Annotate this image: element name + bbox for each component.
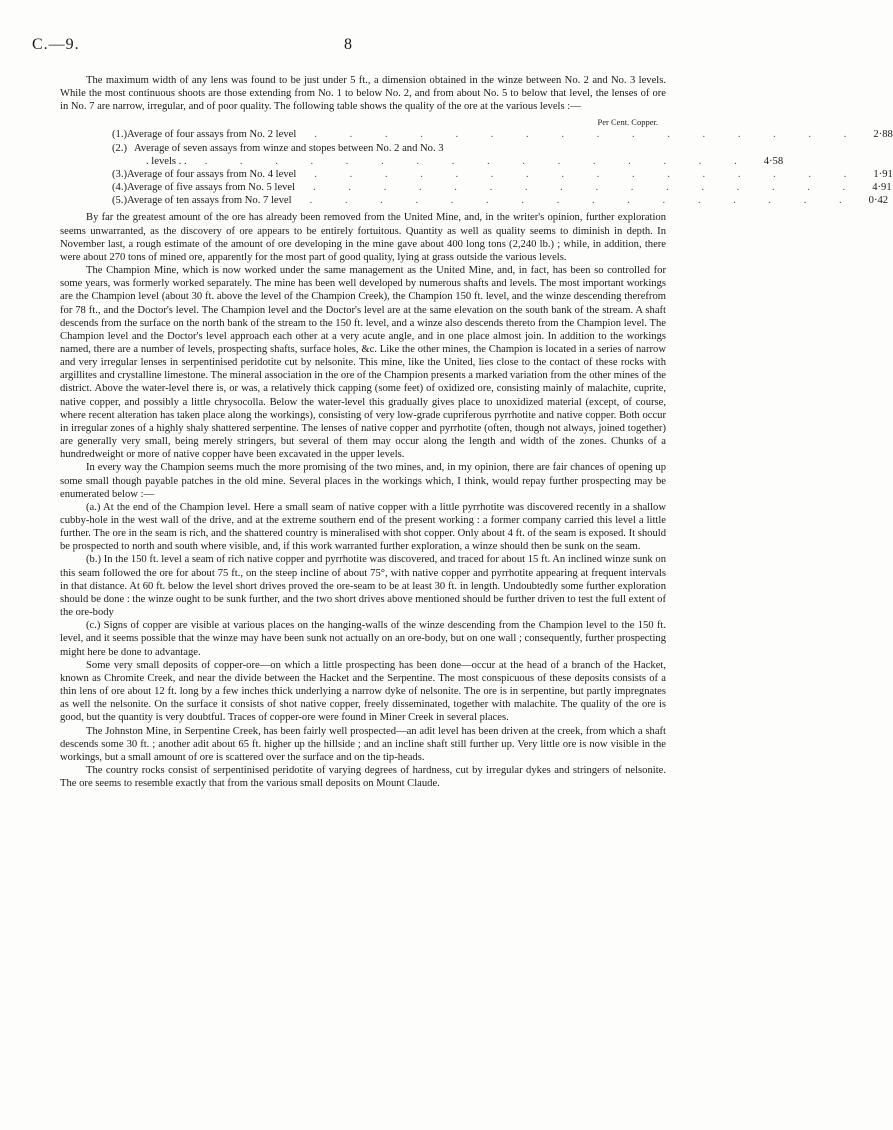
document-reference: C.—9.: [32, 36, 80, 53]
assay-row-label: Average of four assays from No. 4 level: [127, 168, 297, 180]
assay-row-value: 2·88: [873, 129, 893, 141]
list-item: (c.) Signs of copper are visible at various places on the hanging-walls of the winze descending from the Champion level to the 150 ft. level, and it seems possible that the winze may have been sunk not actually on an ore-body, but on one wall ; consequently, further prospecting might here be done to advantage.: [60, 620, 666, 658]
paragraph: Some very small deposits of copper-ore—on which a little prospecting has been done—occur at the head of a branch of the Hacket, known as Chromite Creek, and near the divide between the Hacket and the Serpentine. The most conspicuous of these deposits consists of a thin lens of ore about 12 ft. long by a few inches thick underlying a narrow dyke of nelsonite. The ore is in serpentine, but partly impregnates as well the nelsonite. On the surface it consists of shot native copper, freely disseminated, together with malachite. The quality of the ore is good, but the quantity is very doubtful. Traces of copper-ore were found in Miner Creek in several places.: [60, 659, 666, 724]
paragraph: The Johnston Mine, in Serpentine Creek, has been fairly well prospected—an adit level has been driven at the creek, from which a shaft descends some 30 ft. ; another adit about 65 ft. higher up the hillside ; and an incline shaft still further up. Very little ore is now visible in the workings, but a small amount of ore is scattered over the surface and on the tip-heads.: [60, 725, 666, 763]
assay-row-label: Average of seven assays from winze and stopes between No. 2 and No. 3: [134, 142, 444, 154]
assay-row-value: 0·42: [868, 195, 889, 207]
assay-row-number: (2.): [112, 142, 128, 154]
assay-row-number: (4.): [112, 182, 128, 194]
paragraph: The Champion Mine, which is now worked under the same management as the United Mine, and, in fact, has been so controlled for some years, was formerly worked separately. The mine has been well developed by numerous shafts and levels. The most important workings are the Champion level (about 30 ft. above the level of the Champion Creek), the Champion 150 ft. level, and the winze descending therefrom for 78 ft., and the Doctor's level. The Champion level and the Doctor's level are at the same elevation on the south bank of the stream. A shaft descends from the surface on the north bank of the stream to the 150 ft. level, and a winze also descends thereto from the Champion level. The Champion level and the Doctor's level approach each other at a very acute angle, and in one place almost join. In addition to the workings named, there are a number of levels, prospecting shafts, surface holes, &c. Like the other mines, the Champion is located in a series of narrow and very irregular lenses in serpentinised peridotite cut by nelsonite. This mine, like the United, lies close to the contact of these rocks with argillites and crystalline limestone. The mineral association in the ore of the Champion presents a marked variation from the other mines of the district. Above the water-level there is, or was, a relatively thick capping (some feet) of oxidized ore, consisting mainly of malachite, cuprite, native copper, and possibly a little chrysocolla. Below the water-level this gradually gives place to unoxidized material (except, of course, where recent alteration has taken place along the workings), consisting of very low-grade cupriferous pyrrhotite and native copper. Both occur in irregular zones of a highly shaly shattered serpentine. The lenses of native copper and pyrrhotite (often, though not always, joined together) are generally very small, being merely stringers, but several of them may occur along the length and width of the zones. Chunks of a hundredweight or more of native copper have been excavated in the upper levels.: [60, 265, 666, 461]
assay-row-value: 1·91: [873, 168, 893, 180]
assay-row: [60, 168, 893, 181]
paragraph: The country rocks consist of serpentinised peridotite of varying degrees of hardness, cut by irregular dykes and stringers of nelsonite. The ore seems to resemble exactly that from the various small deposits on Mount Claude.: [60, 764, 666, 790]
paragraph: The maximum width of any lens was found to be just under 5 ft., a dimension obtained in the winze between No. 2 and No. 3 levels. While the most continuous shoots are those extending from No. 1 to below No. 2, and from about No. 5 to below that level, the lenses of ore in No. 7 are narrow, irregular, and of poor quality. The following table shows the quality of the ore at the various levels :—: [60, 75, 666, 113]
assay-row-value: 4·58: [763, 155, 784, 167]
assay-row-number: (3.): [112, 168, 128, 180]
assay-row-label: Average of ten assays from No. 7 level: [127, 195, 292, 207]
assay-row: [60, 142, 666, 155]
assay-column-header: Per Cent. Copper.: [597, 117, 658, 128]
assay-row: [60, 194, 889, 207]
assay-leader: . . . . . . . . . . . . . . . .: [309, 195, 857, 207]
paragraph: By far the greatest amount of the ore has already been removed from the United Mine, and, in the writer's opinion, further exploration seems unwarranted, as the discovery of ore appears to be entirely fortuitous. Quantity as well as quality seems to diminish in depth. In November last, a rough estimate of the amount of ore developing in the mine gave about 400 long tons (2,240 lb.) ; while, in addition, there were about 270 tons of mined ore, apparently for the most part of good quality, lying at grass outside the various levels.: [60, 212, 666, 263]
assay-leader: . . . . . . . . . . . . . . . .: [314, 168, 862, 180]
assay-row-label: Average of five assays from No. 5 level: [127, 182, 296, 194]
page-header: [32, 38, 668, 58]
document-body: [60, 74, 893, 790]
assay-row-value: 4·91: [872, 182, 892, 194]
assay-table: [60, 128, 893, 207]
page-number: 8: [344, 36, 352, 53]
assay-row: [60, 128, 893, 141]
assay-row-number: (5.): [112, 195, 128, 207]
list-item: (b.) In the 150 ft. level a seam of rich native copper and pyrrhotite was discovered, and traced for about 15 ft. An inclined winze sunk on this seam followed the ore for about 75 ft., on the steep incline of about 75°, with native copper and pyrrhotite appearing at frequent intervals in that distance. At 60 ft. below the level short drives proved the ore-seam to be at least 30 ft. in length. Undoubtedly some further exploration should be done : the winze ought to be sunk further, and the two short drives above mentioned should be further driven to test the full extent of the ore-body: [60, 554, 666, 619]
assay-row-continuation: [60, 155, 784, 168]
list-item: (a.) At the end of the Champion level. Here a small seam of native copper with a little pyrrhotite was discovered recently in a shallow cubby-hole in the west wall of the drive, and at the extreme southern end of the present working : a former company carried this level a little further. The ore in the seam is rich, and the shattered country is mineralised with shot copper. Only about 4 ft. of the seam is exposed. It should be prospected to north and south where visible, and, if this work warranted further exploration, a winze should then be sunk on the seam.: [60, 501, 666, 553]
assay-row-number: (1.): [112, 129, 128, 141]
assay-row: [60, 181, 892, 194]
assay-leader: . . . . . . . . . . . . . . . .: [204, 155, 752, 167]
assay-row-label: Average of four assays from No. 2 level: [127, 129, 297, 141]
assay-row-label-continuation: . levels . .: [146, 155, 187, 167]
assay-leader: . . . . . . . . . . . . . . . .: [313, 182, 861, 194]
paragraph: In every way the Champion seems much the more promising of the two mines, and, in my opinion, there are fair chances of opening up some small though payable patches in the old mine. Several places in the workings which, I think, would repay further prospecting may be enumerated below :—: [60, 462, 666, 500]
assay-leader: . . . . . . . . . . . . . . . .: [314, 129, 862, 141]
